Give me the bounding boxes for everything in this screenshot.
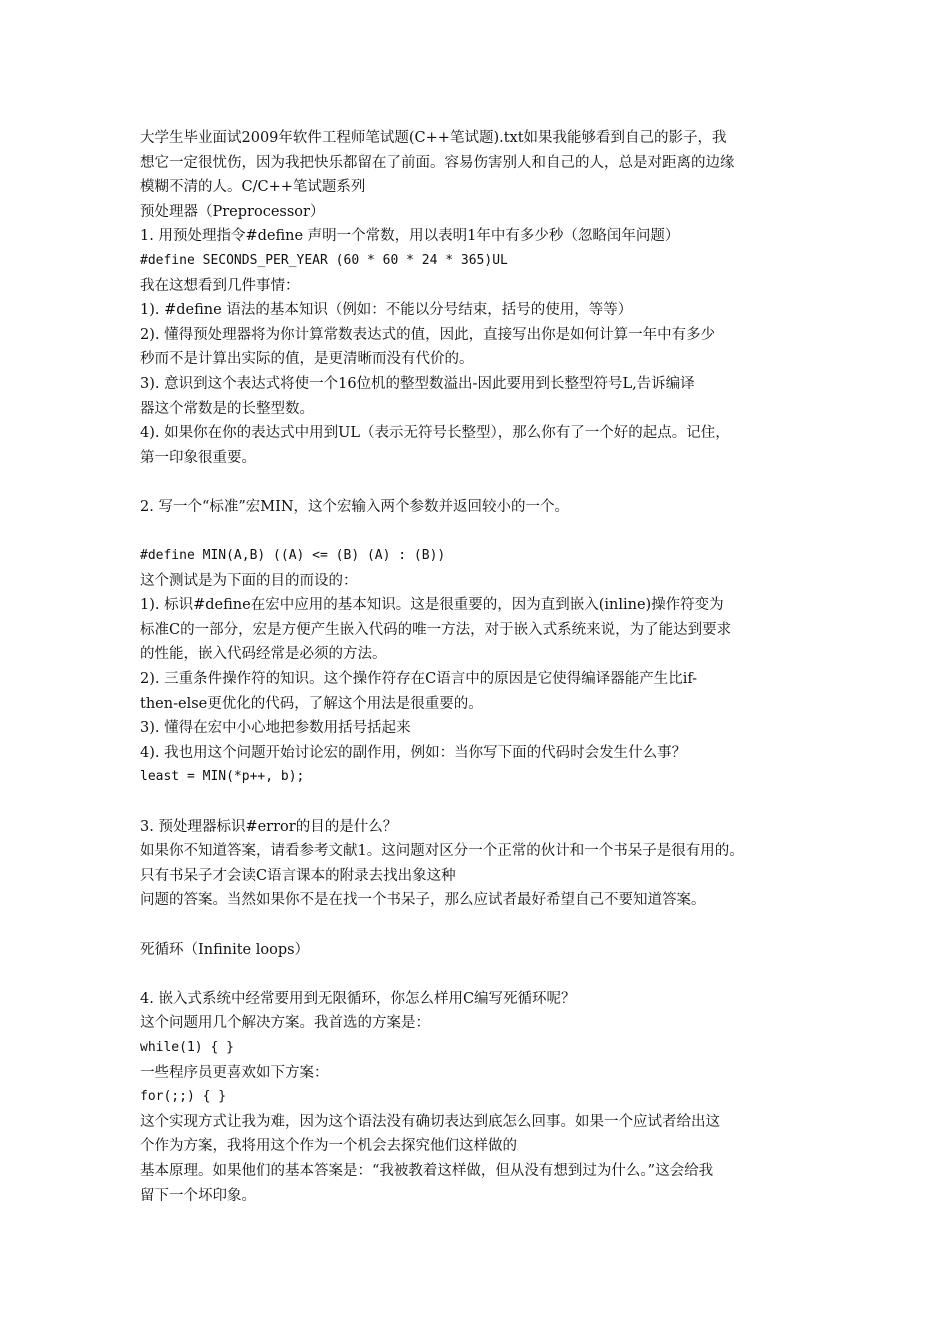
text-line: 模糊不清的人。C/C++笔试题系列 bbox=[140, 179, 366, 196]
code-line: for(;;) { } bbox=[140, 1089, 227, 1105]
question-line: 1. 用预处理指令#define 声明一个常数，用以表明1年中有多少秒（忽略闰年问题） bbox=[140, 228, 680, 245]
text-line: 个作为方案，我将用这个作为一个机会去探究他们这样做的 bbox=[140, 1138, 517, 1155]
code-line: while(1) { } bbox=[140, 1039, 234, 1055]
text-line: 4). 如果你在你的表达式中用到UL（表示无符号长整型），那么你有了一个好的起点。记住， bbox=[140, 425, 730, 442]
text-line: 器这个常数是的长整型数。 bbox=[140, 400, 314, 417]
text-line: 只有书呆子才会读C语言课本的附录去找出象这种 bbox=[140, 867, 456, 884]
text-line: 这个测试是为下面的目的而设的： bbox=[140, 572, 358, 589]
code-line: least = MIN(*p++, b); bbox=[140, 769, 305, 785]
blank-line bbox=[140, 470, 820, 495]
question-line: 2. 写一个“标准”宏MIN，这个宏输入两个参数并返回较小的一个。 bbox=[140, 498, 570, 515]
text-line: 大学生毕业面试2009年软件工程师笔试题(C++笔试题).txt如果我能够看到自己的影子，我 bbox=[140, 130, 727, 146]
text-line: 这个问题用几个解决方案。我首选的方案是： bbox=[140, 1015, 430, 1032]
text-line: 问题的答案。当然如果你不是在找一个书呆子，那么应试者最好希望自己不要知道答案。 bbox=[140, 892, 706, 909]
text-line: 我在这想看到几件事情： bbox=[140, 277, 300, 294]
text-line: 秒而不是计算出实际的值，是更清晰而没有代价的。 bbox=[140, 351, 474, 368]
text-line: 一些程序员更喜欢如下方案： bbox=[140, 1064, 329, 1081]
question-line: 3. 预处理器标识#error的目的是什么？ bbox=[140, 818, 398, 835]
text-line: 这个实现方式让我为难，因为这个语法没有确切表达到底怎么回事。如果一个应试者给出这 bbox=[140, 1113, 720, 1130]
text-line: 2). 三重条件操作符的知识。这个操作符存在C语言中的原因是它使得编译器能产生比if- bbox=[140, 671, 698, 688]
text-line: then-else更优化的代码，了解这个用法是很重要的。 bbox=[140, 695, 483, 712]
text-line: 基本原理。如果他们的基本答案是：“我被教着这样做，但从没有想到过为什么。”这会给我 bbox=[140, 1162, 714, 1179]
blank-line bbox=[140, 520, 820, 545]
text-line: 想它一定很忧伤，因为我把快乐都留在了前面。容易伤害别人和自己的人，总是对距离的边缘 bbox=[140, 154, 735, 171]
text-line: 2). 懂得预处理器将为你计算常数表达式的值，因此，直接写出你是如何计算一年中有多少 bbox=[140, 326, 716, 343]
blank-line bbox=[140, 790, 820, 815]
code-line: #define MIN(A,B) ((A) <= (B) (A) : (B)) bbox=[140, 548, 446, 564]
text-line: 标准C的一部分，宏是方便产生嵌入代码的唯一方法，对于嵌入式系统来说，为了能达到要求 bbox=[140, 621, 732, 638]
blank-line bbox=[140, 962, 820, 987]
text-line: 1). #define 语法的基本知识（例如：不能以分号结束，括号的使用，等等） bbox=[140, 302, 633, 319]
text-line: 如果你不知道答案，请看参考文献1。这问题对区分一个正常的伙计和一个书呆子是很有用的。 bbox=[140, 843, 744, 860]
text-line: 4). 我也用这个问题开始讨论宏的副作用，例如：当你写下面的代码时会发生什么事？ bbox=[140, 744, 687, 761]
text-line: 3). 懂得在宏中小心地把参数用括号括起来 bbox=[140, 720, 411, 737]
section-heading: 预处理器（Preprocessor） bbox=[140, 203, 325, 220]
question-line: 4. 嵌入式系统中经常要用到无限循环，你怎么样用C编写死循环呢？ bbox=[140, 990, 576, 1007]
text-line: 留下一个坏印象。 bbox=[140, 1187, 256, 1204]
section-heading: 死循环（Infinite loops） bbox=[140, 941, 310, 958]
text-line: 第一印象很重要。 bbox=[140, 449, 256, 466]
code-line: #define SECONDS_PER_YEAR (60 * 60 * 24 * 365)UL bbox=[140, 252, 508, 268]
document-body bbox=[140, 126, 820, 1208]
text-line: 1). 标识#define在宏中应用的基本知识。这是很重要的，因为直到嵌入(inline)操作符变为 bbox=[140, 597, 724, 614]
text-line: 3). 意识到这个表达式将使一个16位机的整型数溢出-因此要用到长整型符号L,告诉编译 bbox=[140, 375, 695, 392]
text-line: 的性能，嵌入代码经常是必须的方法。 bbox=[140, 646, 387, 663]
blank-line bbox=[140, 913, 820, 938]
